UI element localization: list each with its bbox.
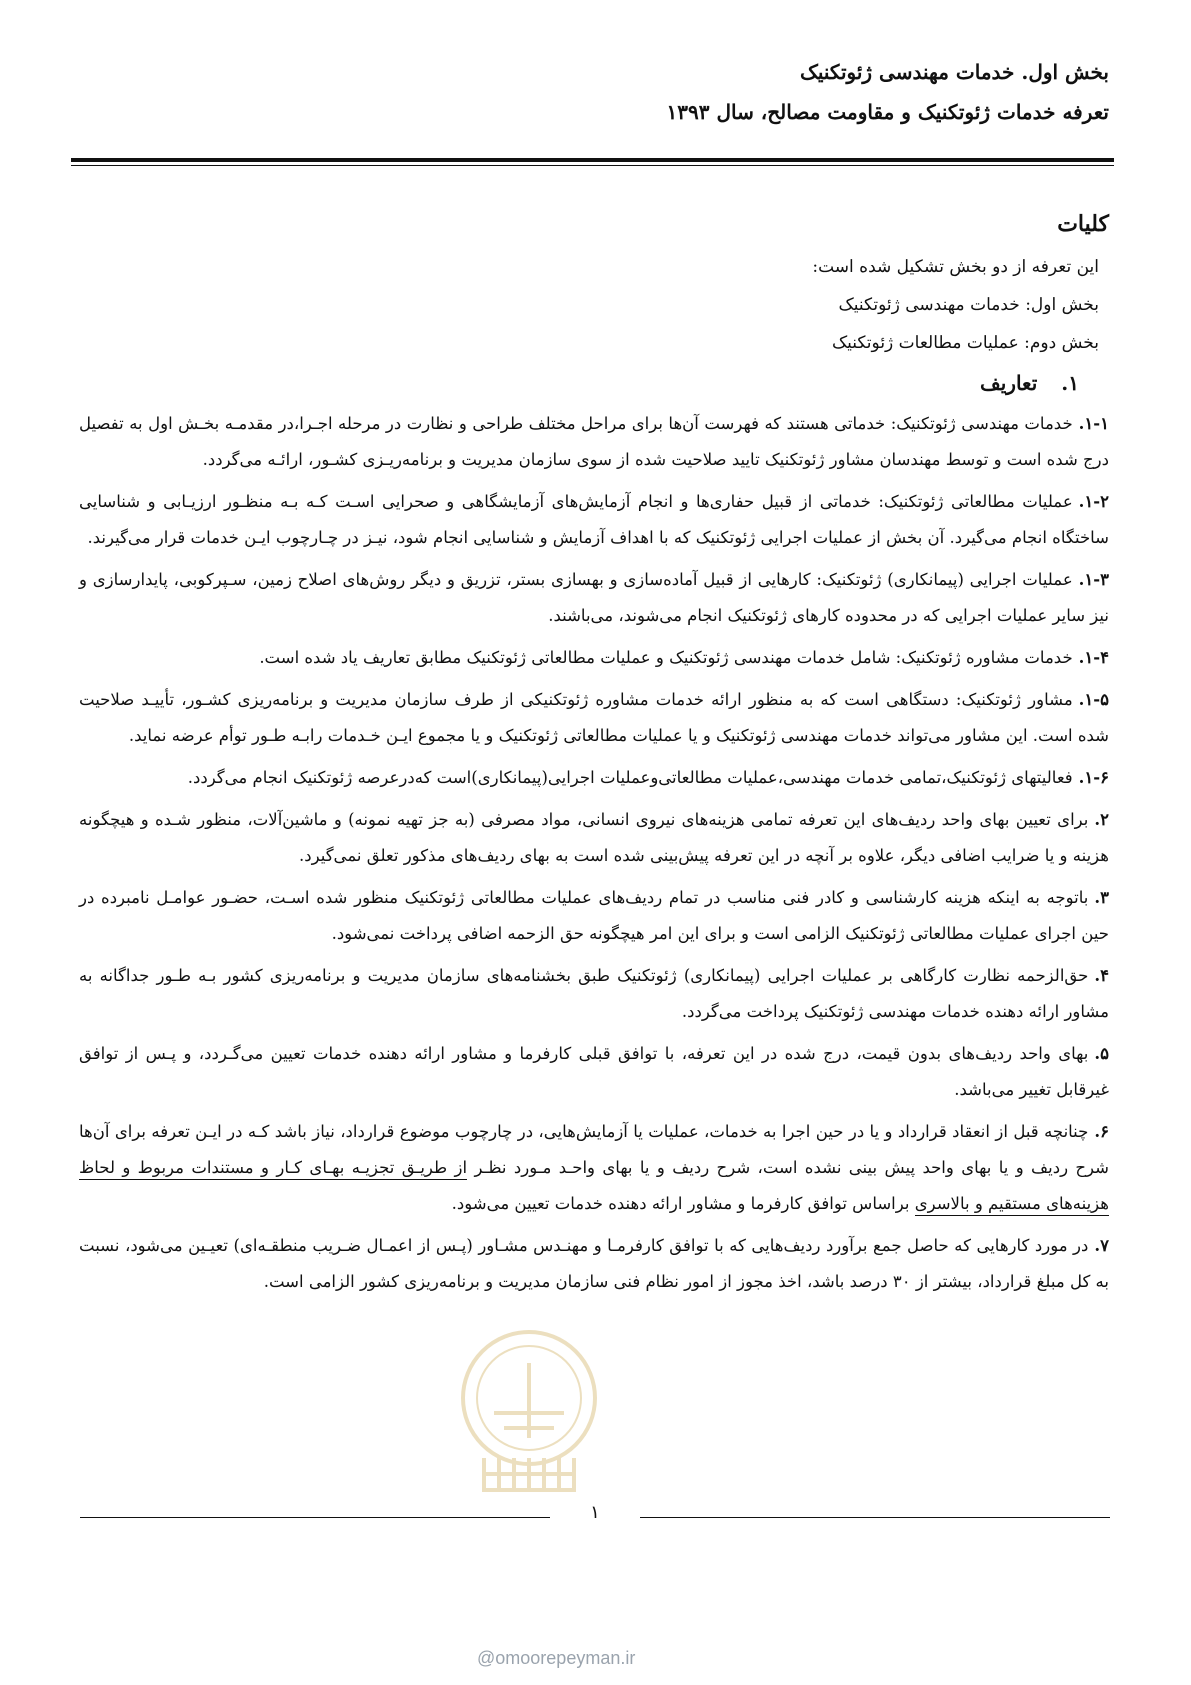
paragraph-text: خدمات مشاوره ژئوتکنیک: شامل خدمات مهندسی ژئوتکنیک و عملیات مطالعاتی ژئوتکنیک مطابق تعاریف یاد شده است.	[259, 648, 1073, 667]
clause-paragraph	[79, 958, 1109, 1030]
paragraph-number: ۵.	[1094, 1044, 1109, 1063]
paragraph-text: بهای واحد ردیف‌های بدون قیمت، درج شده در این تعرفه، با توافق قبلی کارفرما و مشاور ارائه دهنده خدمات تعیین می‌گـردد، و پـس از توافق غیرقابل تغییر می‌باشد.	[79, 1044, 1109, 1099]
definitions-heading	[79, 364, 1109, 402]
page-content	[79, 206, 1109, 1306]
paragraph-text: فعالیتهای ژئوتکنیک،تمامی خدمات مهندسی،عملیات مطالعاتی‌وعملیات اجرایی(پیمانکاری)است که‌درعرصه ژئوتکنیک انجام می‌گردد.	[187, 768, 1073, 787]
intro-line: بخش دوم: عملیات مطالعات ژئوتکنیک	[831, 333, 1099, 353]
page-number: ۱	[550, 1499, 640, 1527]
seal-watermark-icon	[454, 1318, 604, 1493]
definition-paragraph	[79, 562, 1109, 634]
paragraph-number: ۲.	[1094, 810, 1109, 829]
definition-paragraph	[79, 760, 1109, 796]
paragraph-text: مشاور ژئوتکنیک: دستگاهی است که به منظور ارائه خدمات مشاوره ژئوتکنیکی از طرف سازمان مدیریت و برنامه‌ریزی کشـور، تأییـد صلاحیت شده است. این مشاور می‌تواند خدمات مهندسی ژئوتکنیک و یا عملیات مطالعاتی ژئوتکنیک و یا مجموع ایـن خـدمات رابـه طـور توأم عرضه نماید.	[79, 690, 1109, 745]
paragraph-number: ۶.	[1094, 1122, 1109, 1141]
clause-paragraph	[79, 880, 1109, 952]
page-header	[79, 52, 1109, 132]
header-part-title: بخش اول. خدمات مهندسی ژئوتکنیک	[799, 60, 1109, 84]
intro-line: بخش اول: خدمات مهندسی ژئوتکنیک	[838, 295, 1099, 315]
clause-paragraph	[79, 1228, 1109, 1300]
header-tariff-title: تعرفه خدمات ژئوتکنیک و مقاومت مصالح، سال ۱۳۹۳	[666, 100, 1109, 124]
paragraph-number: ۱-۵.	[1078, 690, 1109, 709]
site-watermark: @omoorepeyman.ir	[477, 1648, 636, 1668]
paragraph-text: باتوجه به اینکه هزینه کارشناسی و کادر فنی مناسب در تمام ردیف‌های عملیات مطالعاتی ژئوتکنیک منظور شده اسـت، حضـور عوامـل نامبرده در حین اجرای عملیات مطالعاتی ژئوتکنیک الزامی است و برای این امر هیچگونه حق الزحمه اضافی پرداخت نمی‌شود.	[79, 888, 1109, 943]
clause-paragraph	[79, 1114, 1109, 1222]
clause-paragraph	[79, 1036, 1109, 1108]
definitions-title: تعاریف	[980, 371, 1038, 395]
definitions-number: ۱.	[1061, 371, 1079, 395]
underlined-text: از طریـق تجزیـه بهـای کـار و مستندات مربوط و لحاظ هزینه‌های مستقیم و بالاسری	[79, 1158, 1109, 1216]
intro-block	[79, 248, 1109, 362]
paragraph-text: چنانچه قبل از انعقاد قرارداد و یا در حین اجرا به خدمات، عملیات یا آزمایش‌هایی، در چارچوب موضوع قرارداد، نیاز باشد کـه در ایـن تعرفه برای آن‌ها شرح ردیف و یا بهای واحد پیش بینی نشده است، شرح ردیف و یا بهای واحـد مـورد نظـر	[79, 1122, 1109, 1177]
intro-line: این تعرفه از دو بخش تشکیل شده است:	[812, 257, 1099, 277]
header-double-rule	[71, 158, 1114, 166]
definition-paragraph	[79, 484, 1109, 556]
paragraph-text: برای تعیین بهای واحد ردیف‌های این تعرفه تمامی هزینه‌های نیروی انسانی، مواد مصرفی (به جز تهیه نمونه) و ماشین‌آلات، منظور شـده و هیچگونه هزینه و یا ضرایب اضافی دیگر، علاوه بر آنچه در این تعرفه پیش‌بینی شده است به بهای ردیف‌های مذکور تعلق نمی‌گیرد.	[79, 810, 1109, 865]
paragraph-text: حق‌الزحمه نظارت کارگاهی بر عملیات اجرایی (پیمانکاری) ژئوتکنیک طبق بخشنامه‌های سازمان مدیریت و برنامه‌ریزی کشور بـه طـور جداگانه به مشاور ارائه دهنده خدمات مهندسی ژئوتکنیک پرداخت می‌گردد.	[79, 966, 1109, 1021]
paragraph-number: ۱-۱.	[1078, 414, 1109, 433]
paragraph-text: عملیات مطالعاتی ژئوتکنیک: خدماتی از قبیل حفاری‌ها و انجام آزمایش‌های آزمایشگاهی و صحرایی اسـت کـه بـه منظـور ارزیـابی و شناسایی ساختگاه انجام می‌گیرد. آن بخش از عملیات اجرایی ژئوتکنیک که با اهداف آزمایش و شناسایی انجام شود، نیـز در چـارچوب ایـن خدمات قرار می‌گیرند.	[79, 492, 1109, 547]
definition-paragraph	[79, 682, 1109, 754]
paragraph-number: ۱-۳.	[1078, 570, 1109, 589]
definition-paragraph	[79, 640, 1109, 676]
paragraph-text: عملیات اجرایی (پیمانکاری) ژئوتکنیک: کارهایی از قبیل آماده‌سازی و بهسازی بستر، تزریق و دیگر روش‌های اصلاح زمین، سـپرکوبی، پایدارسازی و نیز سایر عملیات اجرایی که در محدوده کارهای ژئوتکنیک انجام می‌شوند، می‌باشند.	[79, 570, 1109, 625]
paragraph-number: ۳.	[1094, 888, 1109, 907]
paragraph-text: در مورد کارهایی که حاصل جمع برآورد ردیف‌هایی که با توافق کارفرمـا و مهنـدس مشـاور (پـس از اعمـال ضـریب منطقـه‌ای) تعیـین می‌شود، نسبت به کل مبلغ قرارداد، بیشتر از ۳۰ درصد باشد، اخذ مجوز از امور نظام فنی سازمان مدیریت و برنامه‌ریزی کشور الزامی است.	[79, 1236, 1109, 1291]
paragraph-number: ۱-۴.	[1078, 648, 1109, 667]
paragraph-number: ۴.	[1094, 966, 1109, 985]
paragraph-number: ۱-۶.	[1078, 768, 1109, 787]
clause-paragraph	[79, 802, 1109, 874]
paragraph-number: ۱-۲.	[1078, 492, 1109, 511]
section-title: کلیات	[1057, 211, 1109, 237]
paragraph-text: خدمات مهندسی ژئوتکنیک: خدماتی هستند که فهرست آن‌ها برای مراحل مختلف طراحی و نظارت در مرحله اجـرا،در مقدمـه بخـش اول به تفصیل درج شده است و توسط مهندسان مشاور ژئوتکنیک تایید صلاحیت شده از سوی سازمان مدیریت و برنامه‌ریـزی کشـور، ارائـه می‌گردد.	[79, 414, 1109, 469]
definition-paragraph	[79, 406, 1109, 478]
paragraph-number: ۷.	[1094, 1236, 1109, 1255]
paragraph-text: براساس توافق کارفرما و مشاور ارائه دهنده خدمات تعیین می‌شود.	[451, 1194, 915, 1213]
